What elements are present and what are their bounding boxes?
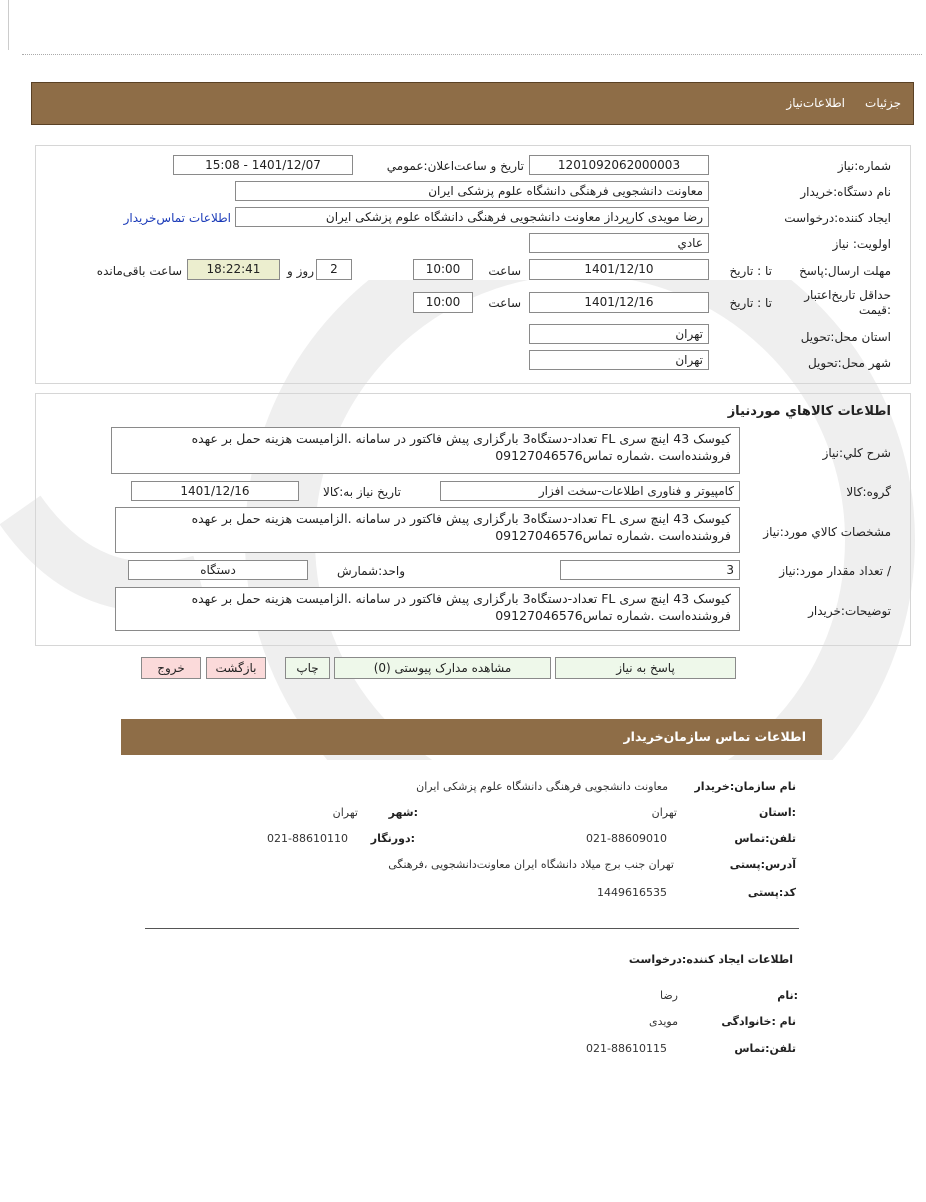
requester-phone-label: تلفن:تماس bbox=[734, 1042, 796, 1055]
creator-field: رضا مویدی کارپرداز معاونت دانشجویی فرهنگی دانشگاه علوم پزشکی ایران bbox=[235, 207, 709, 227]
deadline-date-field: 1401/12/10 bbox=[529, 259, 709, 280]
unit-label: واحد:شمارش bbox=[337, 564, 405, 578]
specs-text: کیوسک 43 اینچ سری FL تعداد-دستگاه3 بارگزاری پیش فاکتور در سامانه .الزامیست هزینه حمل بر عهده فروشنده‌است .شماره تماس09127046576 bbox=[115, 507, 740, 553]
need-number-field: 1201092062000003 bbox=[529, 155, 709, 175]
validity-time-field: 10:00 bbox=[413, 292, 473, 313]
deadline-until-label: تا : تاریخ bbox=[729, 264, 772, 278]
requester-name-value: رضا bbox=[659, 989, 678, 1002]
priority-label: اولویت: نیاز bbox=[832, 237, 891, 251]
buyer-org-label: نام دستگاه:خریدار bbox=[800, 185, 891, 199]
contact-fax-value: 021-88610110 bbox=[267, 832, 348, 845]
qty-field: 3 bbox=[560, 560, 740, 580]
buyer-org-field: معاونت دانشجویی فرهنگی دانشگاه علوم پزشکی ایران bbox=[235, 181, 709, 201]
buyer-contact-link[interactable]: اطلاعات تماس‌خریدار bbox=[123, 211, 231, 225]
validity-time-label: ساعت bbox=[488, 296, 521, 310]
announce-field: 1401/12/07 - 15:08 bbox=[173, 155, 353, 175]
summary-label: شرح کلي:نیاز bbox=[822, 446, 891, 460]
city-field: تهران bbox=[529, 350, 709, 370]
requester-family-value: مویدی bbox=[648, 1015, 678, 1028]
priority-field: عادي bbox=[529, 233, 709, 253]
need-number-label: شماره:نیاز bbox=[837, 159, 891, 173]
need-date-label: تاریخ نیاز به:کالا bbox=[323, 485, 401, 499]
province-field: تهران bbox=[529, 324, 709, 344]
qty-label: / تعداد مقدار مورد:نیاز bbox=[779, 564, 891, 578]
contact-postal-value: 1449616535 bbox=[597, 886, 667, 899]
notes-label: توضیحات:خریدار bbox=[808, 604, 891, 618]
validity-until-label: تا : تاریخ bbox=[729, 296, 772, 310]
notes-text: کیوسک 43 اینچ سری FL تعداد-دستگاه3 بارگزاری پیش فاکتور در سامانه .الزامیست هزینه حمل بر عهده فروشنده‌است .شماره تماس09127046576 bbox=[115, 587, 740, 631]
contact-postal-label: کد:پستی bbox=[747, 886, 796, 899]
exit-button[interactable]: خروج bbox=[141, 657, 201, 679]
reply-button[interactable]: پاسخ به نیاز bbox=[555, 657, 736, 679]
requester-family-label: نام :خانوادگی bbox=[721, 1015, 796, 1028]
print-button[interactable]: چاپ bbox=[285, 657, 330, 679]
goods-section-title: اطلاعات کالاهاي موردنیاز bbox=[727, 404, 891, 419]
contact-address-label: آدرس:پستی bbox=[729, 858, 796, 871]
group-label: گروه:کالا bbox=[846, 485, 891, 499]
unit-field: دستگاه bbox=[128, 560, 308, 580]
remaining-label: ساعت باقی‌مانده bbox=[96, 264, 182, 278]
creator-label: ایجاد کننده:درخواست bbox=[784, 211, 891, 225]
contact-phone-value: 021-88609010 bbox=[586, 832, 667, 845]
validity-date-field: 1401/12/16 bbox=[529, 292, 709, 313]
need-date-field: 1401/12/16 bbox=[131, 481, 299, 501]
province-label: استان محل:تحویل bbox=[800, 330, 891, 344]
days-label: روز و bbox=[287, 264, 314, 278]
tab-need-info[interactable]: اطلاعات‌نیاز bbox=[786, 96, 845, 110]
days-field: 2 bbox=[316, 259, 352, 280]
requester-phone-value: 021-88610115 bbox=[586, 1042, 667, 1055]
group-field: کامپیوتر و فناوری اطلاعات-سخت افزار bbox=[440, 481, 740, 501]
summary-text: کیوسک 43 اینچ سری FL تعداد-دستگاه3 بارگزاری پیش فاکتور در سامانه .الزامیست هزینه حمل بر عهده فروشنده‌است .شماره تماس09127046576 bbox=[111, 427, 740, 474]
back-button[interactable]: بازگشت bbox=[206, 657, 266, 679]
tab-bar bbox=[31, 82, 914, 125]
contact-phone-label: تلفن:تماس bbox=[734, 832, 796, 845]
contact-city-label: :شهر bbox=[388, 806, 418, 819]
validity-label: حداقل تاریخ‌اعتبار :قیمت bbox=[804, 288, 891, 317]
requester-name-label: :نام bbox=[777, 989, 798, 1002]
specs-label: مشخصات کالاي مورد:نیاز bbox=[763, 525, 891, 539]
top-divider bbox=[22, 54, 922, 55]
buyer-contact-title: اطلاعات تماس سازمان‌خریدار bbox=[623, 729, 806, 744]
contact-city-value: تهران bbox=[332, 806, 358, 819]
contact-org-value: معاونت دانشجویی فرهنگی دانشگاه علوم پزشکی ایران bbox=[416, 780, 668, 793]
contact-province-label: :استان bbox=[759, 806, 796, 819]
contact-divider bbox=[145, 928, 799, 929]
top-divider-vertical bbox=[8, 0, 9, 50]
requester-title: اطلاعات ایجاد کننده:درخواست bbox=[628, 953, 793, 966]
contact-province-value: تهران bbox=[651, 806, 677, 819]
tab-details[interactable]: جزئیات bbox=[865, 96, 901, 110]
contact-org-label: نام سازمان:خریدار bbox=[694, 780, 796, 793]
contact-address-value: تهران جنب برج میلاد دانشگاه ایران معاونت‌دانشجویی ،فرهنگی bbox=[388, 858, 674, 871]
deadline-time-label: ساعت bbox=[488, 264, 521, 278]
buyer-contact-bar bbox=[121, 719, 822, 755]
announce-label: تاریخ و ساعت‌اعلان:عمومي bbox=[386, 159, 524, 173]
deadline-label: مهلت ارسال:پاسخ bbox=[799, 264, 891, 278]
deadline-time-field: 10:00 bbox=[413, 259, 473, 280]
contact-fax-label: :دورنگار bbox=[370, 832, 415, 845]
remaining-time-field: 18:22:41 bbox=[187, 259, 280, 280]
attachments-button[interactable]: مشاهده مدارک پیوستی (0) bbox=[334, 657, 551, 679]
city-label: شهر محل:تحویل bbox=[807, 356, 891, 370]
